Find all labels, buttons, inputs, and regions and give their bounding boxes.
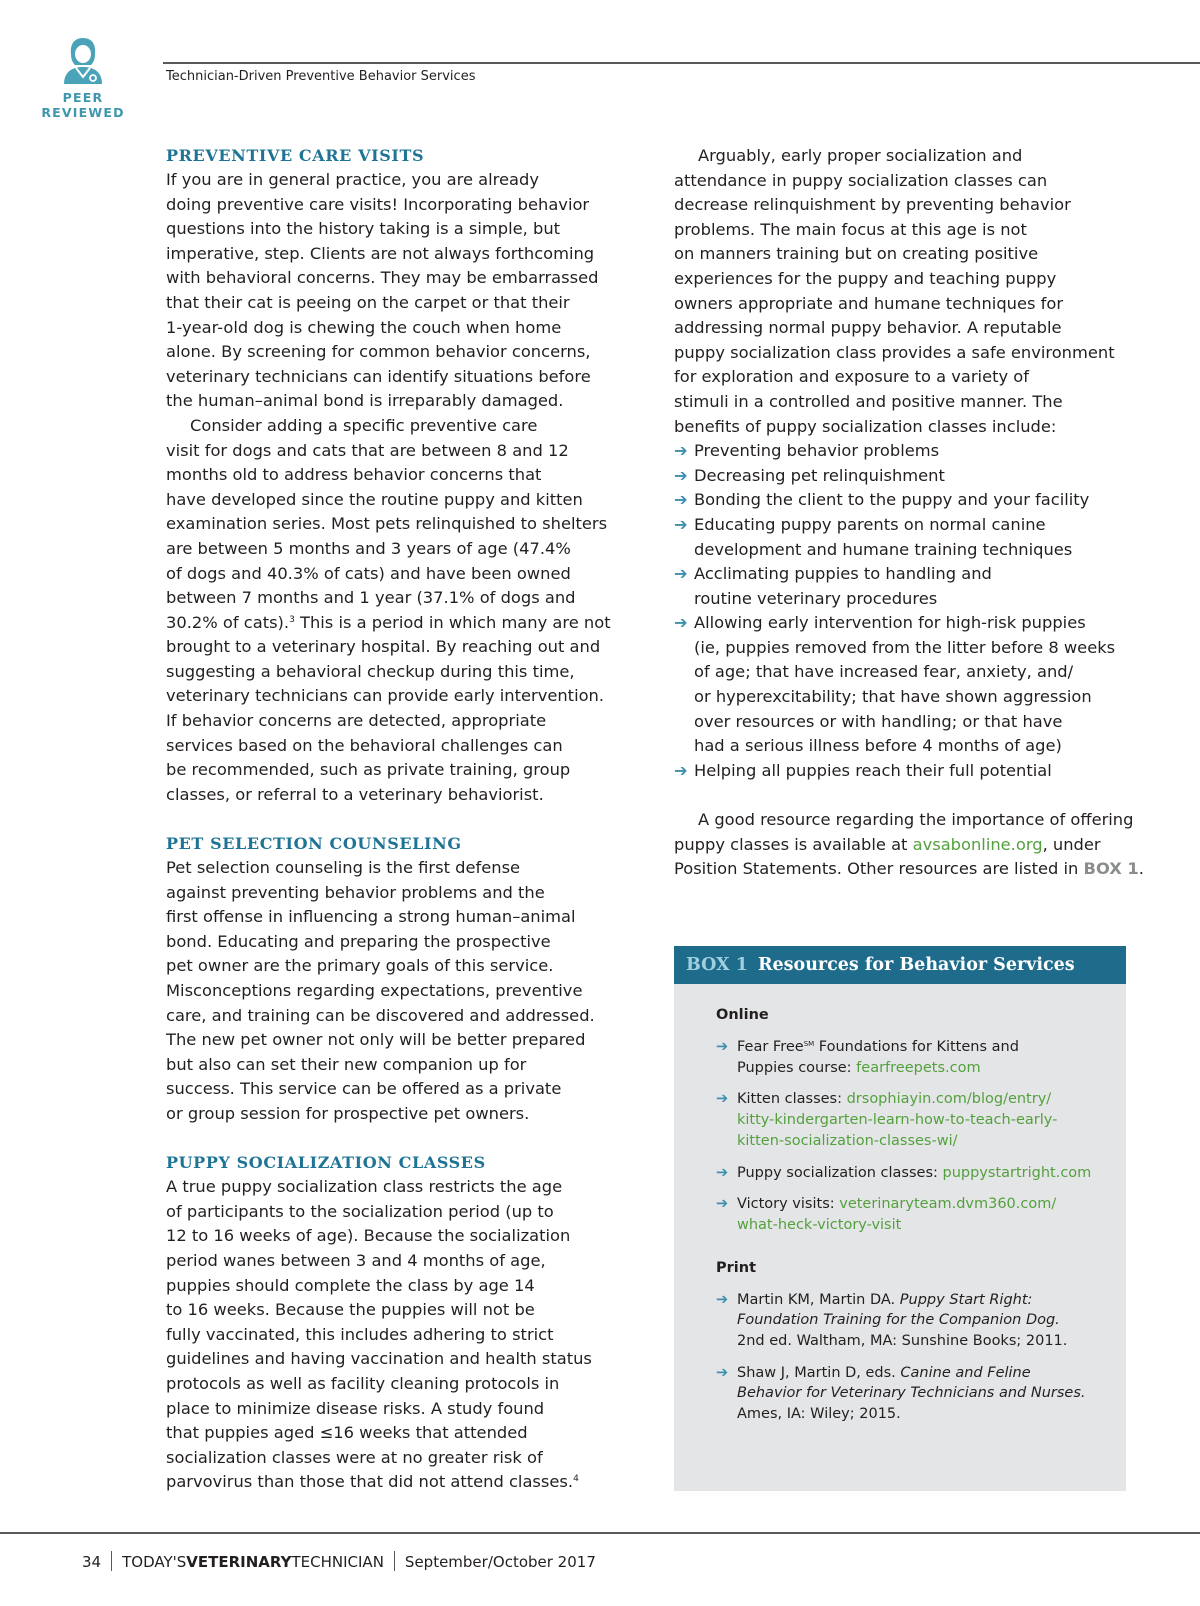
paragraph bbox=[166, 1175, 631, 1495]
arrow-right-icon: ➔ bbox=[674, 564, 688, 584]
text-line: 2nd ed. Waltham, MA: Sunshine Books; 2011. bbox=[737, 1333, 1068, 1350]
arrow-right-icon: ➔ bbox=[716, 1196, 729, 1213]
text-line: on manners training but on creating positive bbox=[674, 244, 1039, 264]
text-run: Decreasing pet relinquishment bbox=[694, 465, 945, 485]
text-line: over resources or with handling; or that have bbox=[694, 711, 1063, 731]
text-line: socialization classes were at no greater risk of bbox=[166, 1447, 543, 1467]
text-line: attendance in puppy socialization classes can bbox=[674, 170, 1048, 190]
text-line: of age; that have increased fear, anxiety, and/ bbox=[694, 662, 1074, 682]
nurse-avatar-icon bbox=[58, 34, 108, 86]
text-line: Consider adding a specific preventive care bbox=[190, 415, 538, 435]
text-line: Behavior for Veterinary Technicians and Nurses. bbox=[737, 1385, 1086, 1402]
text-line: protocols as well as facility cleaning protocols in bbox=[166, 1373, 560, 1393]
arrow-right-icon: ➔ bbox=[674, 465, 688, 485]
text-line: period wanes between 3 and 4 months of age, bbox=[166, 1250, 546, 1270]
text-run: 30.2% of cats). bbox=[166, 612, 290, 632]
text-line: but also can set their new companion up for bbox=[166, 1054, 527, 1074]
kitten-classes-link[interactable]: drsophiayin.com/blog/entry/ bbox=[846, 1091, 1052, 1108]
text-line: If you are in general practice, you are already bbox=[166, 170, 539, 189]
footer-rule bbox=[0, 1532, 1200, 1534]
box-1-reference[interactable]: BOX 1 bbox=[1083, 859, 1139, 879]
text-line: Foundation Training for the Companion Dog. bbox=[737, 1312, 1060, 1329]
victory-visits-link[interactable]: what-heck-victory-visit bbox=[737, 1216, 902, 1233]
puppystartright-link[interactable]: puppystartright.com bbox=[942, 1164, 1092, 1181]
text-line: success. This service can be offered as a private bbox=[166, 1079, 562, 1099]
list-item bbox=[674, 439, 1134, 464]
text-line: or group session for prospective pet owners. bbox=[166, 1103, 530, 1123]
text-line: that puppies aged ≤16 weeks that attended bbox=[166, 1423, 528, 1443]
text-run: TECHNICIAN bbox=[291, 1553, 384, 1571]
text-line: owners appropriate and humane techniques for bbox=[674, 293, 1064, 313]
text-line: to 16 weeks. Because the puppies will not be bbox=[166, 1300, 535, 1320]
text-line: examination series. Most pets relinquished to shelters bbox=[166, 514, 608, 534]
text-run: Allowing early intervention for high-risk puppies bbox=[694, 613, 1086, 633]
arrow-right-icon: ➔ bbox=[716, 1039, 729, 1055]
text-run: Foundations for Kittens and bbox=[814, 1039, 1019, 1055]
text-run: TODAY'S bbox=[122, 1553, 187, 1571]
text-run: Canine and Feline bbox=[900, 1364, 1031, 1381]
text-line: classes, or referral to a veterinary behaviorist. bbox=[166, 784, 544, 804]
resource-item bbox=[716, 1290, 1106, 1352]
list-item bbox=[674, 513, 1134, 562]
text-line bbox=[166, 611, 631, 636]
text-line: pet owner are the primary goals of this service. bbox=[166, 956, 554, 976]
text-run: Martin KM, Martin DA. bbox=[737, 1291, 900, 1308]
arrow-right-icon: ➔ bbox=[674, 613, 688, 633]
resource-item bbox=[716, 1194, 1106, 1235]
page-number: 34 bbox=[82, 1553, 102, 1571]
paragraph bbox=[674, 144, 1134, 439]
kitten-classes-link[interactable]: kitty-kindergarten-learn-how-to-teach-early- bbox=[737, 1112, 1058, 1129]
text-line: problems. The main focus at this age is not bbox=[674, 219, 1027, 239]
list-item bbox=[674, 464, 1134, 489]
list-item bbox=[674, 562, 1134, 611]
box-header bbox=[674, 946, 1126, 984]
list-item bbox=[674, 611, 1134, 759]
service-mark: SM bbox=[803, 1040, 815, 1048]
text-line: alone. By screening for common behavior concerns, bbox=[166, 342, 591, 362]
text-line: Pet selection counseling is the first defense bbox=[166, 858, 521, 878]
text-line bbox=[716, 1363, 1106, 1384]
text-line: development and humane training techniques bbox=[694, 539, 1073, 559]
box-body bbox=[674, 1005, 1126, 1425]
text-run: Bonding the client to the puppy and your facility bbox=[694, 490, 1090, 510]
text-run: This is a period in which many are not bbox=[294, 612, 611, 632]
arrow-right-icon: ➔ bbox=[716, 1364, 729, 1381]
benefits-list bbox=[674, 439, 1134, 783]
text-run: Shaw J, Martin D, eds. bbox=[737, 1364, 901, 1381]
text-line: imperative, step. Clients are not always forthcoming bbox=[166, 243, 595, 263]
text-line: benefits of puppy socialization classes include: bbox=[674, 416, 1057, 436]
kitten-classes-link[interactable]: kitten-socialization-classes-wi/ bbox=[737, 1132, 958, 1149]
text-run: puppy classes is available at bbox=[674, 834, 913, 854]
text-line: questions into the history taking is a simple, but bbox=[166, 219, 561, 239]
reference-4[interactable]: 4 bbox=[573, 1474, 579, 1485]
text-line: services based on the behavioral challenges can bbox=[166, 735, 563, 755]
text-line: If behavior concerns are detected, appropriate bbox=[166, 711, 547, 731]
text-line bbox=[674, 759, 1134, 784]
resource-item bbox=[716, 1037, 1106, 1078]
paragraph bbox=[166, 168, 631, 414]
arrow-right-icon: ➔ bbox=[674, 490, 688, 510]
text-line: puppy socialization class provides a safe environment bbox=[674, 342, 1115, 362]
text-run: , under bbox=[1042, 834, 1101, 854]
resources-box bbox=[674, 946, 1126, 1491]
text-line bbox=[716, 1058, 1106, 1079]
box-title: Resources for Behavior Services bbox=[758, 955, 1075, 975]
text-line: puppies should complete the class by age 14 bbox=[166, 1275, 535, 1295]
text-line bbox=[674, 857, 1144, 882]
text-run: parvovirus than those that did not attend classes. bbox=[166, 1472, 574, 1492]
text-line: stimuli in a controlled and positive manner. The bbox=[674, 391, 1063, 411]
online-heading: Online bbox=[716, 1007, 769, 1023]
text-line: first offense in influencing a strong human–animal bbox=[166, 907, 576, 927]
text-line bbox=[674, 562, 1134, 587]
peer-reviewed-badge bbox=[38, 34, 128, 120]
text-line: or hyperexcitability; that have shown aggression bbox=[694, 687, 1092, 707]
issue-date: September/October 2017 bbox=[404, 1553, 596, 1571]
text-line bbox=[674, 439, 1134, 464]
text-line bbox=[166, 1470, 631, 1495]
text-line: 12 to 16 weeks of age). Because the socialization bbox=[166, 1226, 571, 1246]
text-line: be recommended, such as private training, group bbox=[166, 760, 571, 780]
text-line: have developed since the routine puppy and kitten bbox=[166, 489, 583, 509]
divider bbox=[111, 1551, 112, 1571]
text-run: VETERINARY bbox=[186, 1553, 292, 1571]
publication-name bbox=[122, 1553, 384, 1571]
print-heading: Print bbox=[716, 1259, 757, 1276]
text-run: . bbox=[1138, 859, 1144, 879]
footer bbox=[82, 1551, 596, 1571]
resource-item bbox=[716, 1163, 1106, 1184]
heading-puppy-socialization-classes: PUPPY SOCIALIZATION CLASSES bbox=[166, 1153, 486, 1173]
text-line: between 7 months and 1 year (37.1% of dogs and bbox=[166, 588, 576, 608]
right-column bbox=[674, 144, 1144, 882]
text-line: the human–animal bond is irreparably damaged. bbox=[166, 391, 564, 411]
text-line: are between 5 months and 3 years of age (47.4% bbox=[166, 538, 571, 558]
text-line: bond. Educating and preparing the prospective bbox=[166, 931, 551, 951]
text-line bbox=[716, 1290, 1106, 1311]
text-line bbox=[716, 1037, 1106, 1058]
text-line: brought to a veterinary hospital. By reaching out and bbox=[166, 637, 601, 657]
text-line: for exploration and exposure to a variety of bbox=[674, 367, 1029, 387]
text-line: against preventing behavior problems and the bbox=[166, 882, 545, 902]
paragraph bbox=[674, 808, 1144, 882]
divider bbox=[394, 1551, 395, 1571]
text-line: veterinary technicians can identify situations before bbox=[166, 366, 591, 386]
text-run: Victory visits: bbox=[737, 1196, 840, 1213]
text-line bbox=[674, 513, 1134, 538]
text-line bbox=[674, 464, 1134, 489]
text-line bbox=[674, 488, 1134, 513]
text-line: A good resource regarding the importance of offering bbox=[698, 810, 1134, 830]
text-line: Arguably, early proper socialization and bbox=[698, 146, 1023, 165]
text-line: care, and training can be discovered and addressed. bbox=[166, 1005, 595, 1025]
text-line bbox=[716, 1163, 1106, 1184]
text-run: Puppy Start Right: bbox=[899, 1291, 1033, 1308]
list-item bbox=[674, 759, 1134, 784]
text-run: Puppy socialization classes: bbox=[737, 1164, 943, 1181]
heading-pet-selection-counseling: PET SELECTION COUNSELING bbox=[166, 834, 462, 854]
text-line: experiences for the puppy and teaching puppy bbox=[674, 268, 1057, 288]
paragraph bbox=[166, 856, 631, 1127]
text-line bbox=[674, 611, 1134, 636]
victory-visits-link[interactable]: veterinaryteam.dvm360.com/ bbox=[839, 1196, 1057, 1213]
arrow-right-icon: ➔ bbox=[674, 514, 688, 534]
arrow-right-icon: ➔ bbox=[674, 441, 688, 461]
text-line bbox=[674, 833, 1134, 858]
text-line: (ie, puppies removed from the litter before 8 weeks bbox=[694, 637, 1116, 657]
text-line: Ames, IA: Wiley; 2015. bbox=[737, 1406, 901, 1423]
arrow-right-icon: ➔ bbox=[674, 760, 688, 780]
arrow-right-icon: ➔ bbox=[716, 1164, 729, 1181]
text-line bbox=[716, 1194, 1106, 1215]
left-column bbox=[166, 144, 631, 1495]
text-line: addressing normal puppy behavior. A reputable bbox=[674, 318, 1062, 338]
text-line: A true puppy socialization class restricts the age bbox=[166, 1177, 563, 1197]
text-run: Puppies course: bbox=[737, 1059, 857, 1076]
text-line: had a serious illness before 4 months of age) bbox=[694, 736, 1062, 756]
text-run: Preventing behavior problems bbox=[694, 441, 940, 461]
text-line: The new pet owner not only will be better prepared bbox=[166, 1030, 586, 1050]
text-line: 1-year-old dog is chewing the couch when home bbox=[166, 317, 562, 337]
resource-item bbox=[716, 1089, 1106, 1151]
text-line: of dogs and 40.3% of cats) and have been owned bbox=[166, 563, 571, 583]
avsab-link[interactable]: avsabonline.org bbox=[912, 834, 1043, 854]
text-line: fully vaccinated, this includes adhering to strict bbox=[166, 1324, 554, 1344]
heading-preventive-care-visits: PREVENTIVE CARE VISITS bbox=[166, 146, 425, 165]
arrow-right-icon: ➔ bbox=[716, 1291, 729, 1308]
header-rule bbox=[163, 62, 1200, 64]
paragraph bbox=[166, 414, 631, 808]
box-label: BOX 1 bbox=[686, 955, 748, 975]
badge-line-2: REVIEWED bbox=[41, 105, 125, 120]
text-line: place to minimize disease risks. A study found bbox=[166, 1398, 545, 1418]
running-head: Technician-Driven Preventive Behavior Services bbox=[166, 69, 476, 84]
text-run: Kitten classes: bbox=[737, 1091, 847, 1108]
text-run: Educating puppy parents on normal canine bbox=[694, 514, 1046, 534]
text-run: Acclimating puppies to handling and bbox=[694, 564, 992, 584]
badge-line-1: PEER bbox=[62, 90, 104, 105]
text-run: Fear Free bbox=[737, 1039, 804, 1055]
resource-item bbox=[716, 1363, 1106, 1425]
text-line: Misconceptions regarding expectations, preventive bbox=[166, 981, 583, 1000]
text-line: guidelines and having vaccination and health status bbox=[166, 1349, 592, 1369]
reference-3[interactable]: 3 bbox=[289, 614, 295, 625]
text-run: Position Statements. Other resources are listed in bbox=[674, 859, 1084, 879]
arrow-right-icon: ➔ bbox=[716, 1091, 729, 1108]
text-line: doing preventive care visits! Incorporating behavior bbox=[166, 194, 590, 214]
list-item bbox=[674, 488, 1134, 513]
text-run: Helping all puppies reach their full potential bbox=[694, 760, 1052, 780]
text-line: months old to address behavior concerns that bbox=[166, 465, 542, 485]
text-line: visit for dogs and cats that are between 8 and 12 bbox=[166, 440, 569, 460]
text-line bbox=[716, 1089, 1106, 1110]
text-line: of participants to the socialization period (up to bbox=[166, 1201, 554, 1221]
text-line: with behavioral concerns. They may be embarrassed bbox=[166, 268, 599, 288]
text-line: suggesting a behavioral checkup during this time, bbox=[166, 661, 575, 681]
text-line: routine veterinary procedures bbox=[694, 588, 938, 608]
text-line: decrease relinquishment by preventing behavior bbox=[674, 195, 1071, 215]
fearfree-link[interactable]: fearfreepets.com bbox=[856, 1059, 981, 1076]
text-line: veterinary technicians can provide early intervention. bbox=[166, 686, 605, 706]
text-line: that their cat is peeing on the carpet or that their bbox=[166, 292, 570, 312]
